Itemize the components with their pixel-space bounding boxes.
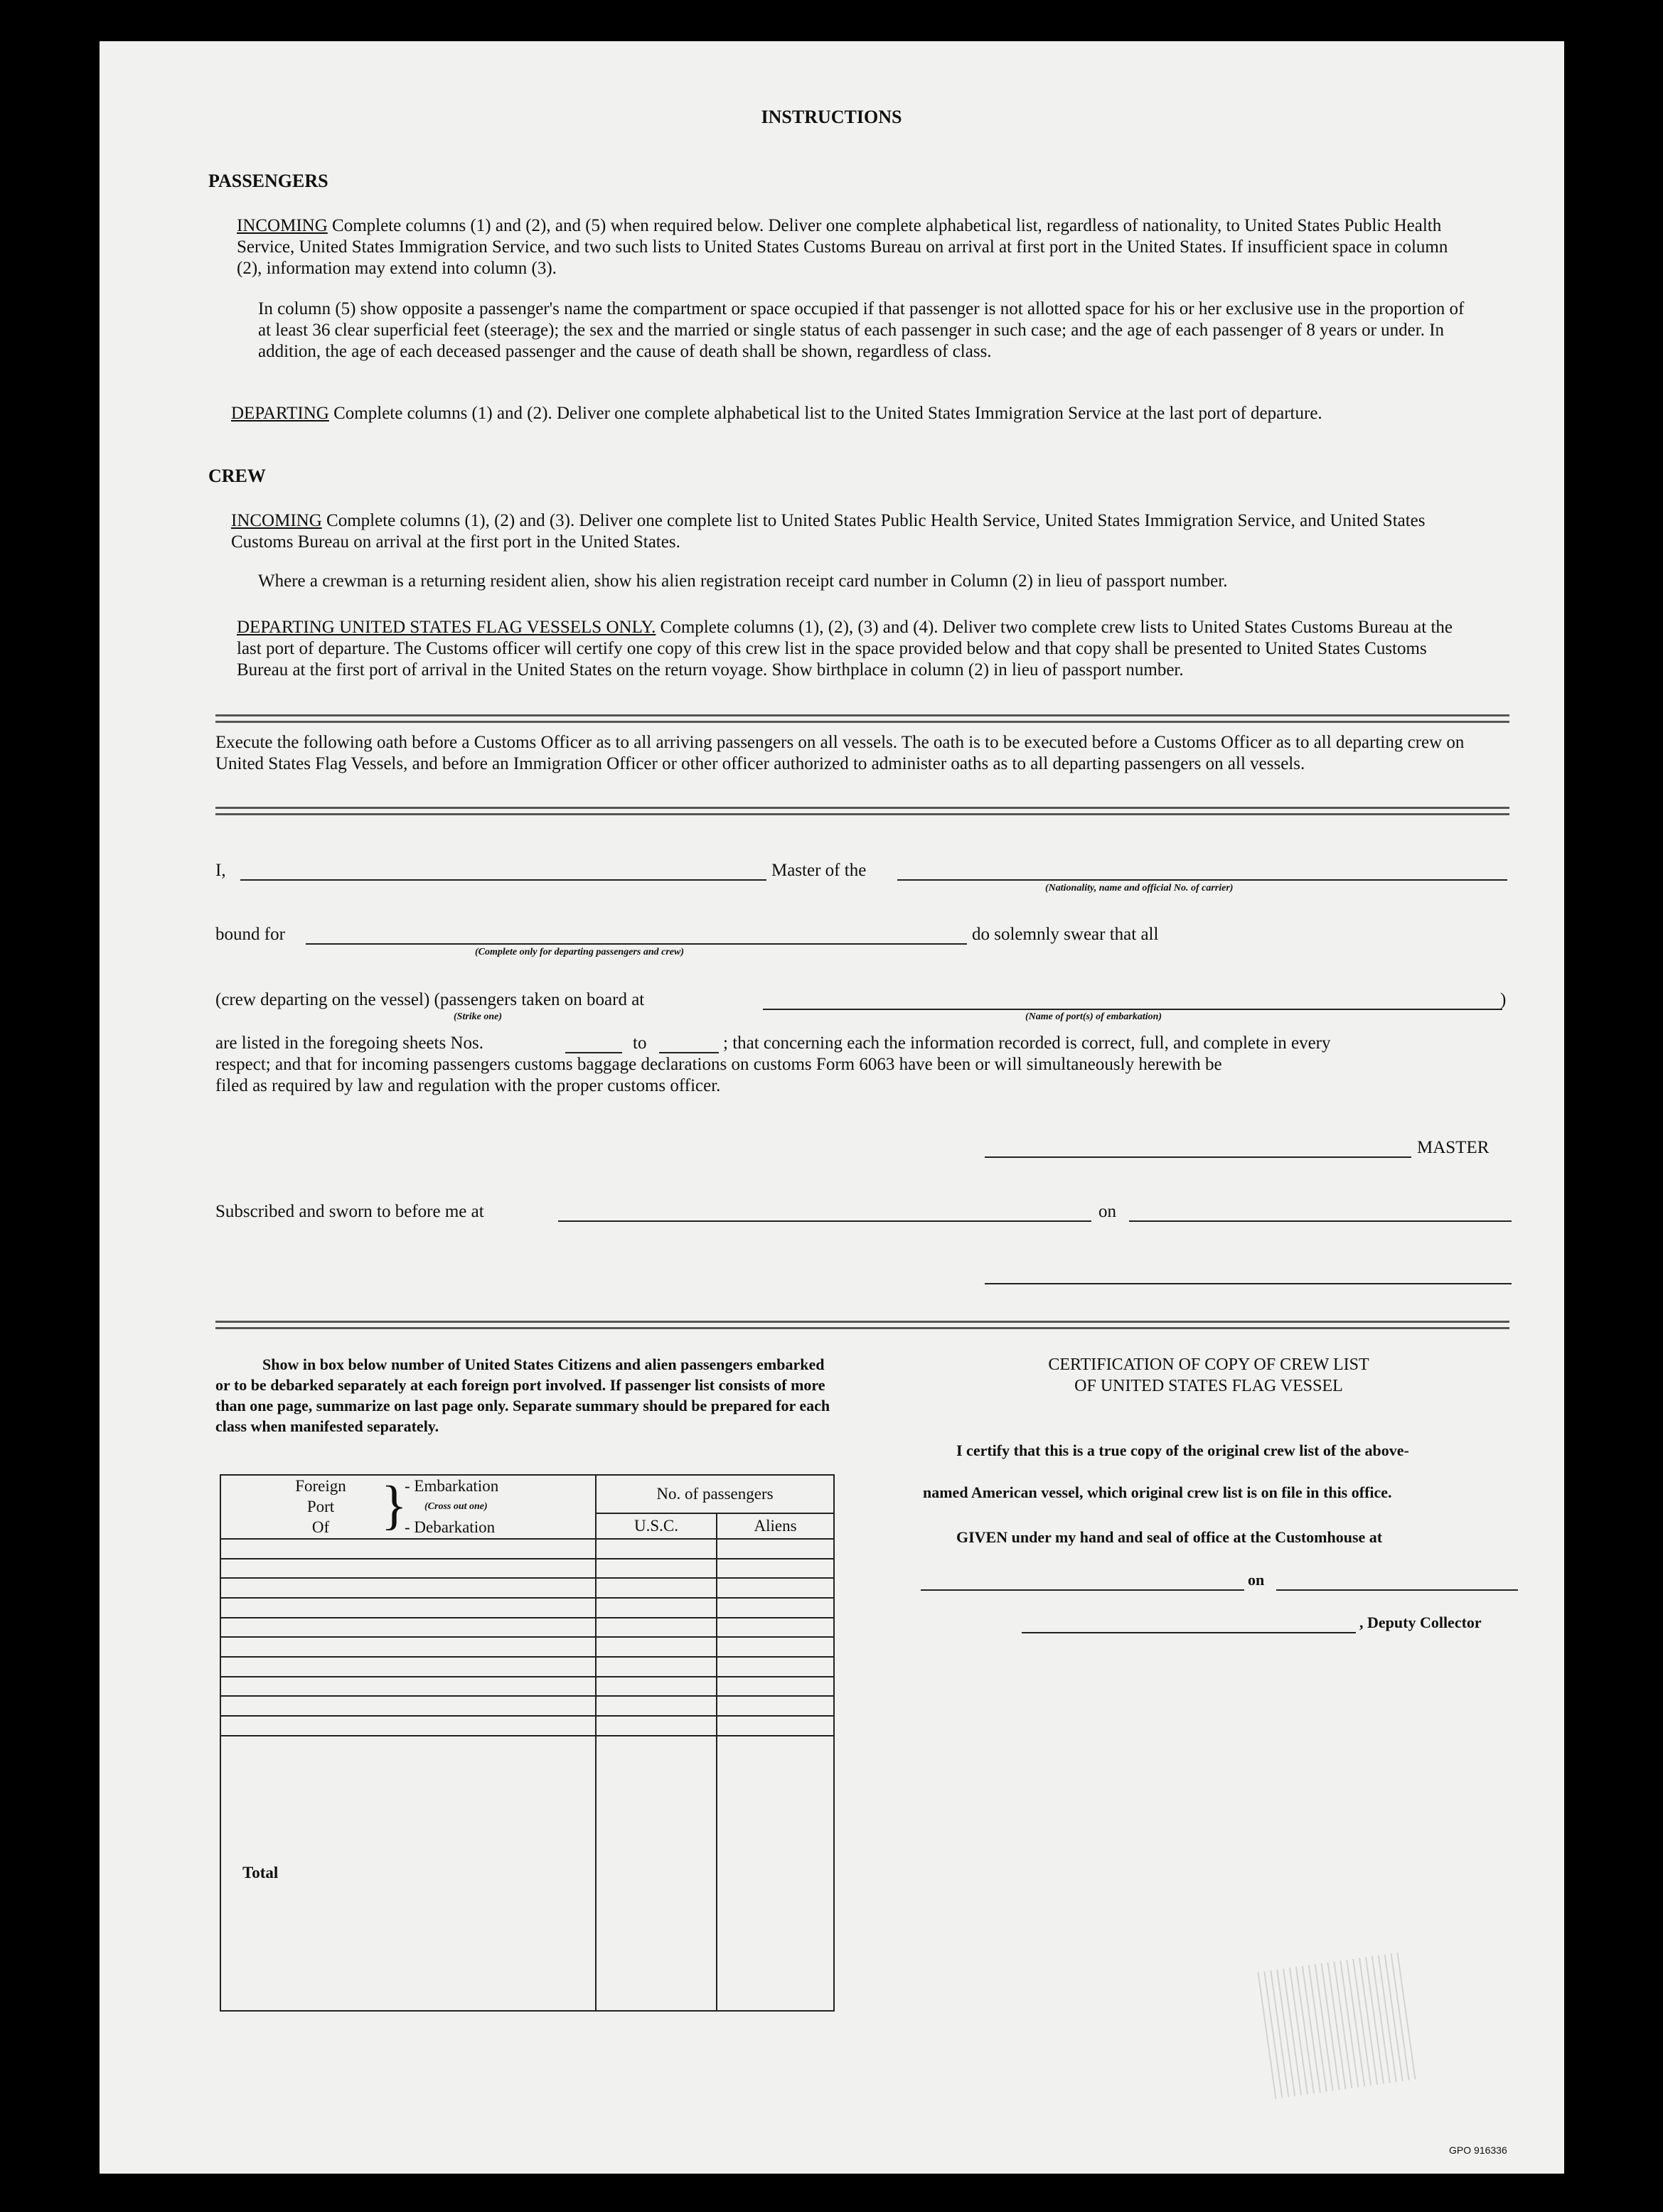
port-cell[interactable] (220, 1598, 596, 1618)
crew-departing-paragraph (237, 617, 1477, 681)
usc-cell[interactable] (596, 1618, 717, 1638)
sheet-from-field[interactable] (565, 1052, 622, 1053)
passengers-incoming-label: INCOMING (237, 216, 328, 235)
listed-text-1: are listed in the foregoing sheets Nos. (215, 1033, 483, 1053)
listed-text-2: ; that concerning each the information recorded is correct, full, and complete in every (723, 1033, 1331, 1053)
subscribed-label: Subscribed and sworn to before me at (215, 1202, 484, 1221)
usc-cell[interactable] (596, 1696, 717, 1716)
listed-text-4: filed as required by law and regulation with the proper customs officer. (215, 1076, 721, 1095)
certification-line-1: I certify that this is a true copy of the original crew list of the above- (956, 1441, 1409, 1459)
master-name-field[interactable] (240, 879, 766, 881)
cross-out-caption: (Cross out one) (424, 1501, 488, 1512)
usc-cell[interactable] (596, 1657, 717, 1677)
crew-departing-text: Complete columns (1), (2), (3) and (4). Deliver two complete crew lists to United States Customs Bureau at the last port of departure. The Customs officer will certify one copy of this crew list in the space provided below and that copy shall be presented to United States Customs Bureau at the first port of arrival in the United States on the return voyage. Show birthplace in column (2) in lieu of passport number. (237, 618, 1453, 680)
usc-cell[interactable] (596, 1539, 717, 1559)
passengers-incoming-paragraph (237, 215, 1477, 279)
passengers-departing-label: DEPARTING (231, 404, 329, 423)
usc-cell[interactable] (596, 1677, 717, 1697)
passengers-departing-text: Complete columns (1) and (2). Deliver one complete alphabetical list to the United States Immigration Service at the last port of departure. (333, 404, 1322, 423)
port-caption: (Name of port(s) of embarkation) (1025, 1011, 1162, 1022)
passengers-heading: PASSENGERS (208, 171, 328, 191)
complete-only-caption: (Complete only for departing passengers and crew) (475, 947, 684, 957)
oath-instruction: Execute the following oath before a Customs Officer as to all arriving passengers on all vessels. The oath is to be executed before a Customs Officer as to all departing crew on United States Flag Vessels, and before an Immigration Officer or other officer authorized to administer oaths as to all departing passengers on all vessels. (215, 733, 1465, 773)
port-header-cell (220, 1475, 596, 1539)
certification-title-line-1: CERTIFICATION OF COPY OF CREW LIST (1048, 1355, 1369, 1374)
aliens-cell[interactable] (717, 1539, 834, 1559)
passenger-summary-table (220, 1474, 835, 2012)
passengers-incoming-text: Complete columns (1) and (2), and (5) when required below. Deliver one complete alphabetical list, regardless of nationality, to United States Public Health Service, United States Immigration Service, and two such lists to United States Customs Bureau on arrival at first port in the United States. If insufficient space in column (2), information may extend into column (3). (237, 216, 1448, 278)
faded-stamp (1257, 1953, 1416, 2099)
master-signature-field[interactable] (985, 1156, 1411, 1158)
embarkation-label: - Embarkation (405, 1477, 499, 1495)
embarkation-port-field[interactable] (763, 1009, 1502, 1010)
usc-cell[interactable] (596, 1578, 717, 1598)
crew-incoming-paragraph (231, 510, 1477, 553)
solemnly-swear-text: do solemnly swear that all (972, 925, 1159, 944)
port-label-3: Of (311, 1518, 330, 1536)
customhouse-field[interactable] (921, 1589, 1244, 1591)
aliens-header: Aliens (717, 1513, 834, 1539)
usc-cell[interactable] (596, 1716, 717, 1736)
passengers-header: No. of passengers (596, 1475, 834, 1513)
port-label-2: Port (306, 1498, 335, 1515)
usc-cell[interactable] (596, 1559, 717, 1579)
summary-instruction: Show in box below number of United States Citizens and alien passengers embarked or to be debarked separately at each foreign port involved. If passenger list consists of more than one page, summarize on last page only. Separate summary should be prepared for each class when manifested separately. (215, 1355, 830, 1435)
aliens-cell[interactable] (717, 1637, 834, 1657)
master-label: MASTER (1417, 1138, 1490, 1157)
nationality-caption: (Nationality, name and official No. of carrier) (1045, 883, 1234, 893)
certification-on-label: on (1248, 1571, 1265, 1589)
crew-heading: CREW (208, 466, 266, 486)
table-row (220, 1716, 834, 1736)
port-cell[interactable] (220, 1578, 596, 1598)
sworn-on-label: on (1098, 1202, 1116, 1221)
debarkation-label: - Debarkation (405, 1518, 496, 1536)
deputy-collector-label: , Deputy Collector (1359, 1614, 1482, 1631)
bound-for-field[interactable] (306, 943, 967, 945)
port-cell[interactable] (220, 1618, 596, 1638)
port-cell[interactable] (220, 1677, 596, 1697)
sworn-location-field[interactable] (558, 1220, 1091, 1222)
deputy-signature-field[interactable] (1022, 1632, 1356, 1633)
table-row (220, 1637, 834, 1657)
port-cell[interactable] (220, 1657, 596, 1677)
port-label-1: Foreign (295, 1477, 346, 1495)
strike-one-caption: (Strike one) (454, 1011, 503, 1022)
table-row (220, 1657, 834, 1677)
total-row (220, 1736, 834, 2011)
port-cell[interactable] (220, 1637, 596, 1657)
aliens-cell[interactable] (717, 1677, 834, 1697)
port-cell[interactable] (220, 1559, 596, 1579)
passengers-column5-text: In column (5) show opposite a passenger's name the compartment or space occupied if that passenger is not allotted space for his or her exclusive use in the proportion of at least 36 clear superficial feet (steerage); the sex and the married or single status of each passenger in such case; and the age of each passenger of 8 years or under. In addition, the age of each deceased passenger and the cause of death shall be shown, regardless of class. (258, 299, 1465, 361)
oath-i-label: I, (215, 861, 226, 880)
divider (215, 1321, 1509, 1329)
certification-line-2: named American vessel, which original crew list is on file in this office. (923, 1483, 1392, 1501)
certification-line-3: GIVEN under my hand and seal of office at the Customhouse at (956, 1528, 1383, 1546)
table-row (220, 1539, 834, 1559)
gpo-code: GPO 916336 (1449, 2144, 1507, 2156)
divider (215, 714, 1509, 723)
port-cell[interactable] (220, 1696, 596, 1716)
crew-resident-text: Where a crewman is a returning resident alien, show his alien registration receipt card number in Column (2) in lieu of passport number. (258, 571, 1228, 591)
certification-title-line-2: OF UNITED STATES FLAG VESSEL (1074, 1377, 1343, 1395)
master-of-the-label: Master of the (771, 861, 867, 880)
crew-incoming-text: Complete columns (1), (2) and (3). Deliver one complete list to United States Public Health Service, United States Immigration Service, and United States Customs Bureau on arrival at the first port in the United States. (231, 511, 1426, 552)
sheet-to-field[interactable] (659, 1052, 719, 1053)
sworn-date-field[interactable] (1129, 1220, 1512, 1222)
aliens-cell[interactable] (717, 1578, 834, 1598)
table-row (220, 1677, 834, 1697)
table-row (220, 1598, 834, 1618)
port-cell[interactable] (220, 1539, 596, 1559)
port-cell[interactable] (220, 1716, 596, 1736)
officer-signature-field[interactable] (985, 1283, 1512, 1284)
aliens-cell[interactable] (717, 1657, 834, 1677)
usc-header: U.S.C. (596, 1513, 717, 1539)
brace-icon: } (381, 1476, 407, 1535)
aliens-cell[interactable] (717, 1716, 834, 1736)
table-row (220, 1696, 834, 1716)
aliens-cell[interactable] (717, 1618, 834, 1638)
usc-cell[interactable] (596, 1598, 717, 1618)
close-paren: ) (1500, 990, 1507, 1009)
bound-for-label: bound for (215, 925, 285, 944)
crew-departing-text: (crew departing on the vessel) (passengers taken on board at (215, 990, 645, 1009)
total-label: Total (220, 1736, 596, 2011)
crew-departing-label: DEPARTING UNITED STATES FLAG VESSELS ONLY. (237, 618, 656, 637)
certification-date-field[interactable] (1276, 1589, 1518, 1591)
divider (215, 807, 1509, 815)
table-row (220, 1578, 834, 1598)
listed-text-3: respect; and that for incoming passengers customs baggage declarations on customs Form 6063 have been or will simultaneously herewith be (215, 1055, 1222, 1074)
usc-total-cell[interactable] (596, 1736, 717, 2011)
table-row (220, 1618, 834, 1638)
aliens-total-cell[interactable] (717, 1736, 834, 2011)
page-title: INSTRUCTIONS (761, 107, 902, 127)
certification-title (917, 1354, 1500, 1397)
usc-cell[interactable] (596, 1637, 717, 1657)
table-row (220, 1559, 834, 1579)
aliens-cell[interactable] (717, 1598, 834, 1618)
aliens-cell[interactable] (717, 1559, 834, 1579)
aliens-cell[interactable] (717, 1696, 834, 1716)
carrier-field[interactable] (897, 879, 1507, 881)
listed-to-label: to (633, 1033, 647, 1053)
crew-incoming-label: INCOMING (231, 511, 322, 530)
passengers-departing-paragraph (231, 403, 1477, 424)
